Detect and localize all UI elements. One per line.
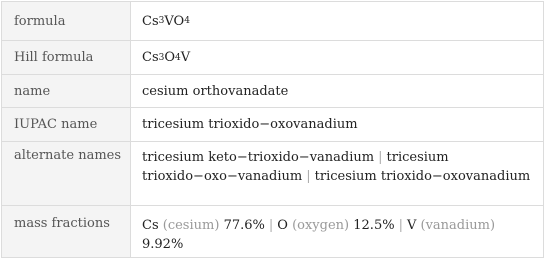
hill-formula-label: Hill formula [2, 41, 131, 74]
formula-part: VO [164, 13, 185, 29]
hill-part: Cs [142, 50, 159, 65]
element-name: (vanadium) [420, 218, 496, 233]
alternate-names-value [142, 148, 535, 186]
hill-formula-row [2, 41, 543, 75]
alternate-name: tricesium trioxido−oxo−vanadium [142, 150, 449, 184]
name-row [2, 75, 543, 108]
properties-table [1, 1, 544, 258]
element-symbol: Cs [142, 218, 159, 233]
alternate-names-label: alternate names [2, 142, 131, 205]
element-symbol: O [277, 218, 288, 233]
hill-part: V [180, 50, 191, 65]
element-symbol: V [406, 218, 417, 233]
iupac-value: tricesium trioxido−oxovanadium [142, 117, 358, 132]
mass-percent: 9.92% [142, 237, 184, 252]
iupac-label: IUPAC name [2, 108, 131, 141]
mass-fractions-value [142, 216, 535, 254]
separator: | [378, 150, 383, 165]
separator: | [306, 169, 311, 184]
mass-percent: 12.5% [353, 218, 395, 233]
mass-percent: 77.6% [223, 218, 265, 233]
separator: | [398, 218, 403, 233]
element-name: (oxygen) [292, 218, 350, 233]
name-value: cesium orthovanadate [142, 83, 289, 99]
formula-value: Cs 3 VO 4 [142, 13, 190, 29]
mass-fractions-row [2, 206, 543, 257]
formula-part: Cs [142, 13, 159, 29]
alternate-name: tricesium keto−trioxido−vanadium [142, 150, 375, 165]
separator: | [268, 218, 274, 233]
mass-fractions-label: mass fractions [2, 206, 131, 257]
name-label: name [2, 75, 131, 107]
element-name: (cesium) [162, 218, 220, 233]
alternate-name: tricesium trioxido−oxovanadium [314, 169, 531, 184]
iupac-row [2, 108, 543, 142]
hill-part: O [164, 50, 176, 65]
alternate-names-row [2, 142, 543, 206]
formula-row [2, 2, 543, 41]
hill-formula-value: Cs 3 O 4 V [142, 50, 191, 65]
formula-label: formula [2, 2, 131, 40]
